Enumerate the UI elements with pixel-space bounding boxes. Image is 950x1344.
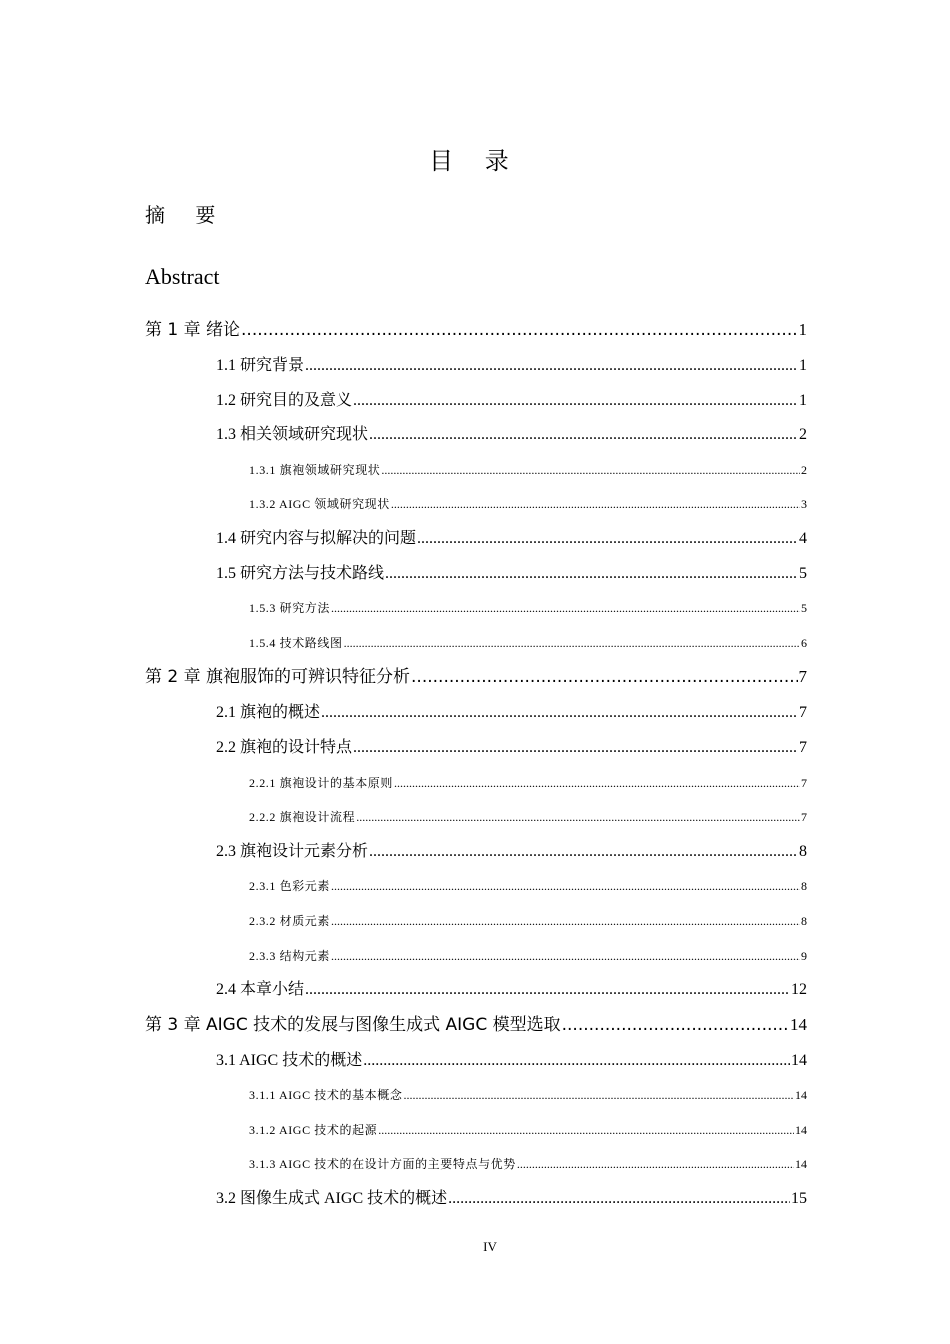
toc-entry-page: 14 <box>795 1088 807 1103</box>
toc-entry-level1[interactable] <box>145 1008 807 1044</box>
toc-entry-label: 1.5 研究方法与技术路线 <box>216 564 385 582</box>
toc-entry-label: 3.1.3 AIGC 技术的在设计方面的主要特点与优势 <box>249 1157 516 1172</box>
toc-entry-page: 14 <box>795 1157 807 1172</box>
toc-entry-level2[interactable] <box>145 384 807 419</box>
toc-entry-level2[interactable] <box>145 1044 807 1079</box>
table-of-contents <box>145 313 807 1217</box>
toc-entry-page: 5 <box>799 564 807 582</box>
toc-entry-page: 1 <box>798 320 807 339</box>
toc-entry-label: 第 2 章 旗袍服饰的可辨识特征分析 <box>145 667 411 688</box>
toc-entry-level3[interactable] <box>145 904 807 939</box>
toc-entry-label: 2.1 旗袍的概述 <box>216 704 321 722</box>
toc-entry-label: 1.3.2 AIGC 领域研究现状 <box>249 497 390 512</box>
toc-entry-label: 1.3 相关领域研究现状 <box>216 426 369 444</box>
dot-leader <box>517 1147 794 1181</box>
toc-entry-label: 2.2.1 旗袍设计的基本原则 <box>249 775 394 790</box>
toc-entry-label: 3.1 AIGC 技术的概述 <box>216 1051 363 1069</box>
toc-entry-level3[interactable] <box>145 487 807 522</box>
toc-entry-page: 14 <box>791 1051 807 1069</box>
toc-entry-level3[interactable] <box>145 869 807 904</box>
toc-entry-label: 1.4 研究内容与拟解决的问题 <box>216 529 417 547</box>
dot-leader <box>353 731 798 765</box>
dot-leader <box>391 487 800 521</box>
toc-entry-label: 1.5.3 研究方法 <box>249 601 331 616</box>
toc-entry-page: 9 <box>801 948 807 963</box>
toc-entry-level2[interactable] <box>145 418 807 453</box>
toc-entry-label: 第 3 章 AIGC 技术的发展与图像生成式 AIGC 模型选取 <box>145 1014 561 1035</box>
toc-entry-level3[interactable] <box>145 800 807 835</box>
toc-entry-level2[interactable] <box>145 1182 807 1217</box>
toc-entry-page: 4 <box>799 529 807 547</box>
dot-leader <box>353 384 798 418</box>
toc-entry-page: 8 <box>799 842 807 860</box>
toc-entry-level2[interactable] <box>145 973 807 1008</box>
toc-entry-level1[interactable] <box>145 660 807 696</box>
toc-entry-page: 1 <box>799 391 807 409</box>
dot-leader <box>369 418 798 452</box>
toc-entry-abstract-en[interactable]: Abstract <box>145 264 220 289</box>
toc-entry-level3[interactable] <box>145 939 807 974</box>
dot-leader <box>381 453 800 487</box>
toc-entry-page: 7 <box>799 738 807 756</box>
dot-leader <box>241 313 797 347</box>
dot-leader <box>331 904 800 938</box>
toc-entry-level3[interactable] <box>145 1147 807 1182</box>
toc-entry-abstract-zh[interactable]: 摘 要 <box>145 203 228 227</box>
toc-entry-level2[interactable] <box>145 835 807 870</box>
toc-entry-page: 2 <box>799 426 807 444</box>
toc-entry-level3[interactable] <box>145 1078 807 1113</box>
toc-entry-level3[interactable] <box>145 1113 807 1148</box>
toc-entry-page: 6 <box>801 635 807 650</box>
toc-entry-label: 第 1 章 绪论 <box>145 320 241 340</box>
toc-entry-page: 3 <box>801 497 807 512</box>
toc-entry-page: 7 <box>798 667 807 687</box>
toc-entry-label: 2.2.2 旗袍设计流程 <box>249 810 356 825</box>
dot-leader <box>331 939 800 973</box>
dot-leader <box>344 626 800 660</box>
dot-leader <box>403 1078 794 1112</box>
toc-entry-level2[interactable] <box>145 696 807 731</box>
toc-entry-level3[interactable] <box>145 453 807 488</box>
dot-leader <box>369 835 798 869</box>
toc-entry-level2[interactable] <box>145 522 807 557</box>
toc-entry-page: 8 <box>801 879 807 894</box>
toc-entry-label: 2.3.3 结构元素 <box>249 948 331 963</box>
toc-entry-page: 7 <box>799 704 807 722</box>
dot-leader <box>562 1008 789 1042</box>
toc-entry-level1[interactable] <box>145 313 807 349</box>
toc-entry-page: 2 <box>801 462 807 477</box>
dot-leader <box>411 660 797 694</box>
toc-entry-level3[interactable] <box>145 591 807 626</box>
dot-leader <box>305 349 798 383</box>
dot-leader <box>385 557 798 591</box>
dot-leader <box>378 1113 794 1147</box>
dot-leader <box>394 766 800 800</box>
toc-entry-label: 2.3 旗袍设计元素分析 <box>216 842 369 860</box>
toc-entry-page: 1 <box>799 357 807 374</box>
toc-entry-page: 14 <box>790 1014 807 1034</box>
toc-entry-label: 1.2 研究目的及意义 <box>216 391 353 409</box>
toc-entry-page: 12 <box>791 981 807 999</box>
toc-entry-label: 3.1.2 AIGC 技术的起源 <box>249 1122 378 1137</box>
toc-entry-label: 3.2 图像生成式 AIGC 技术的概述 <box>216 1190 448 1208</box>
dot-leader <box>363 1044 790 1078</box>
toc-entry-level3[interactable] <box>145 626 807 661</box>
dot-leader <box>331 869 800 903</box>
dot-leader <box>417 522 798 556</box>
toc-entry-level2[interactable] <box>145 557 807 592</box>
dot-leader <box>321 696 798 730</box>
toc-entry-page: 14 <box>795 1122 807 1137</box>
toc-entry-page: 5 <box>801 601 807 616</box>
toc-entry-page: 7 <box>801 810 807 825</box>
toc-entry-label: 1.1 研究背景 <box>216 357 305 374</box>
page-title: 目 录 <box>429 147 521 175</box>
dot-leader <box>331 591 800 625</box>
toc-entry-label: 1.5.4 技术路线图 <box>249 635 343 650</box>
toc-entry-page: 8 <box>801 913 807 928</box>
toc-entry-label: 2.3.1 色彩元素 <box>249 879 331 894</box>
toc-entry-label: 2.2 旗袍的设计特点 <box>216 738 353 756</box>
toc-entry-level3[interactable] <box>145 766 807 801</box>
page-number: IV <box>483 1239 497 1254</box>
toc-entry-label: 1.3.1 旗袍领域研究现状 <box>249 462 381 477</box>
toc-entry-label: 2.4 本章小结 <box>216 981 305 999</box>
toc-entry-level2[interactable] <box>145 731 807 766</box>
toc-entry-label: 3.1.1 AIGC 技术的基本概念 <box>249 1088 403 1103</box>
toc-entry-label: 2.3.2 材质元素 <box>249 913 331 928</box>
dot-leader <box>356 800 800 834</box>
toc-entry-page: 15 <box>791 1190 807 1208</box>
dot-leader <box>305 973 790 1007</box>
toc-entry-page: 7 <box>801 775 807 790</box>
dot-leader <box>448 1182 790 1216</box>
toc-entry-level2[interactable] <box>145 349 807 384</box>
